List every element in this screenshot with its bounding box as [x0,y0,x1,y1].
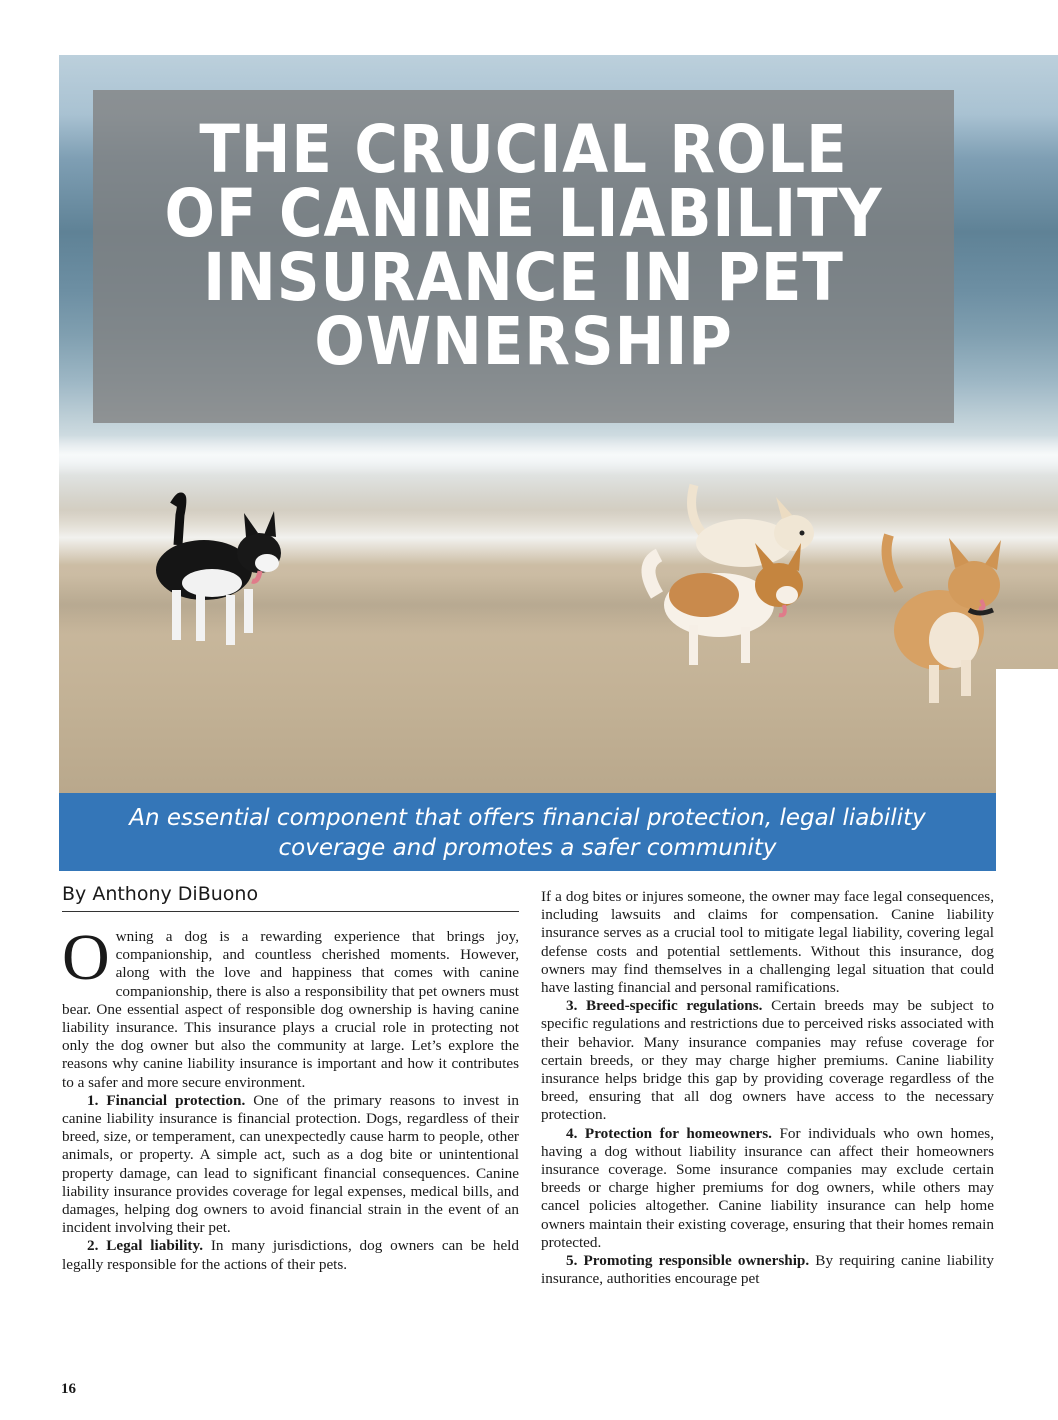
text-financial-protection: One of the primary reasons to invest in canine liability insurance is financial protection. Dogs, regardless of their breed, size, or temperament, can unexpectedly cause harm to people, other animals, or property. A simple act, such as a dog bite or unintentional property damage, can lead to significant financial consequences. Canine liability insurance provides coverage for legal expenses, medical bills, and damages, helping dog owners to avoid financial strain in the event of an incident involving their pet. [62,1091,519,1237]
text-homeowners: For individuals who own homes, having a dog without liability insurance can affect their homeowners insurance coverage. Some insurance companies may exclude certain breeds or charge higher premiums for dog owners, while others may cancel policies altogether. Canine liability insurance can help home owners maintain their existing coverage, ensuring that their homes remain protected. [541,1124,994,1251]
left-column [62,921,519,1274]
byline: By Anthony DiBuono [62,883,259,905]
dog-tan [869,530,1009,710]
right-column [541,888,994,1288]
intro-text: wning a dog is a rewarding experience that brings joy, companionship, and countless cherished moments. However, along with the love and happiness that comes with canine companionship, there is also a responsibility that pet owners must bear. One essential aspect of responsible dog ownership is having canine liability insurance. This insurance plays a crucial role in protecting not only the dog owner but also the community at large. Let’s explore the reasons why canine liability insurance is important and how it contributes to a safer and more secure environment. [62,928,519,1091]
title-box [93,90,954,423]
text-responsible-ownership: By requiring canine liability insurance, authorities encourage pet [541,1252,994,1288]
heading-homeowners: 4. Protection for homeowners. [566,1124,772,1142]
drop-cap: O [62,921,110,994]
page-margin [996,669,1058,793]
heading-legal-liability: 2. Legal liability. [87,1237,204,1255]
paragraph-responsible-ownership [541,1252,994,1288]
article-title: THE CRUCIAL ROLE OF CANINE LIABILITY INSURANCE IN PET OWNERSHIP [164,111,883,380]
heading-financial-protection: 1. Financial protection. [87,1091,246,1109]
paragraph-homeowners [541,1125,994,1252]
paragraph-breed-regulations [541,997,994,1124]
text-breed-regulations: Certain breeds may be subject to specific regulations and restrictions due to perceived risks associated with their behavior. Many insurance companies may refuse coverage for certain breeds, or they may charge higher premiums. Canine liability insurance helps bridge this gap by providing coverage regardless of the breed, ensuring that all dog owners have access to the necessary protection. [541,997,994,1124]
paragraph-financial-protection [62,1092,519,1238]
paragraph-legal-liability [62,1237,519,1273]
dog-black-white [134,485,294,655]
paragraph-legal-liability-continued: If a dog bites or injures someone, the owner may face legal consequences, including lawsuits and claims for compensation. Canine liability insurance serves as a crucial tool to mitigate legal liability, covering legal defense costs and potential settlements. Without this insurance, dog owners may find themselves in a challenging legal situation that could have lasting financial and personal ramifications. [541,888,994,997]
page-number: 16 [61,1381,76,1397]
intro-paragraph [62,921,519,1092]
heading-breed-regulations: 3. Breed-specific regulations. [566,997,763,1015]
wave-foam [59,435,1058,475]
byline-divider [62,911,519,912]
article-subtitle: An essential component that offers financial protection, legal liability coverage and promotes a safer community [129,805,926,861]
heading-responsible-ownership: 5. Promoting responsible ownership. [566,1252,810,1270]
dog-white-orange [629,525,819,675]
subtitle-bar [59,793,996,871]
text-legal-liability: In many jurisdictions, dog owners can be held legally responsible for the actions of their pets. [62,1237,519,1273]
